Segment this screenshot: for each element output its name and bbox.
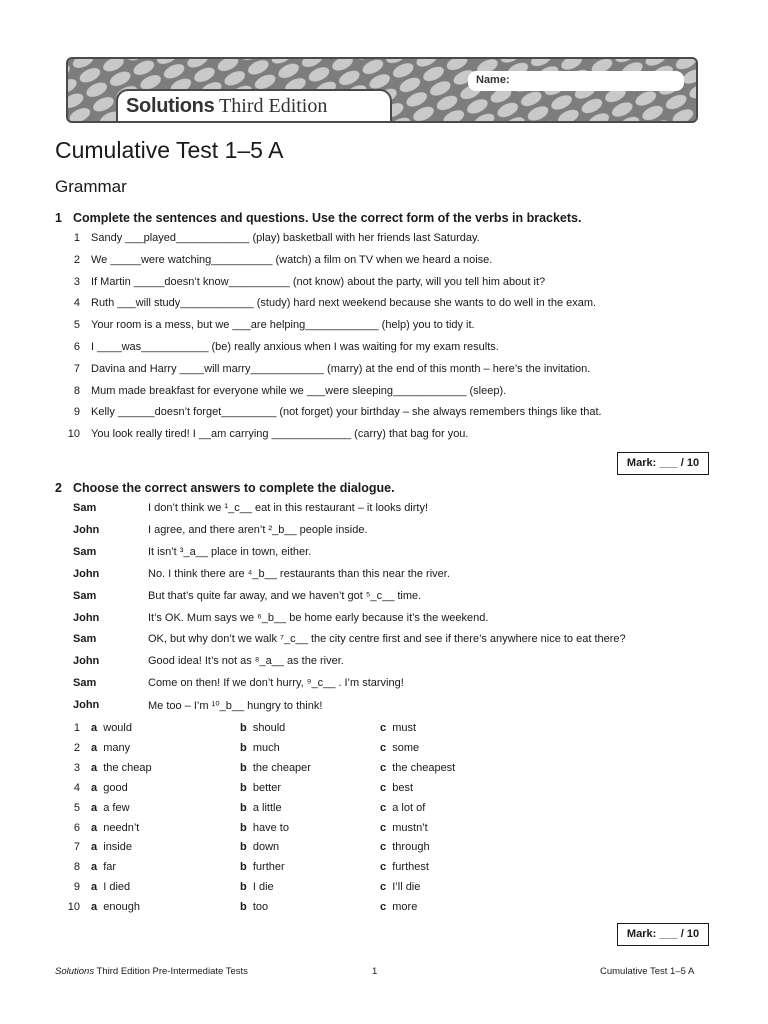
option-text: furthest	[392, 861, 429, 874]
option-letter: a	[91, 901, 98, 914]
option-letter: b	[240, 801, 247, 814]
option-c[interactable]	[380, 901, 417, 913]
dialogue-line: Good idea! It’s not as ⁸_a__ as the river.	[148, 655, 344, 668]
option-letter: a	[91, 801, 98, 814]
q2-mark-box: Mark: ___ / 10	[617, 923, 709, 946]
option-a[interactable]	[91, 841, 132, 853]
speaker-name: John	[73, 567, 100, 580]
footer-brand: Solutions	[55, 966, 95, 977]
page-number: 1	[372, 966, 378, 977]
option-c[interactable]	[380, 802, 425, 814]
speaker-name: Sam	[73, 502, 97, 514]
option-b[interactable]	[240, 861, 285, 873]
option-text: too	[252, 901, 269, 914]
option-letter: c	[380, 781, 387, 794]
option-letter: c	[380, 741, 387, 754]
option-text: much	[252, 741, 280, 754]
option-text: some	[392, 741, 420, 754]
option-text: down	[252, 841, 280, 854]
option-letter: b	[240, 781, 247, 794]
option-c[interactable]	[380, 861, 429, 873]
option-text: a few	[103, 801, 130, 814]
option-text: have to	[252, 821, 289, 834]
speaker-name: Sam	[73, 677, 97, 690]
dialogue-line: But that’s quite far away, and we haven’t got ⁵_c__ time.	[148, 589, 422, 602]
item-number: 7	[73, 362, 80, 375]
option-number: 9	[73, 881, 80, 894]
q2-instruction	[55, 481, 395, 495]
option-letter: c	[380, 901, 387, 914]
option-letter: a	[91, 861, 98, 874]
option-letter: c	[380, 841, 387, 854]
option-letter: b	[240, 761, 247, 774]
option-number: 1	[73, 722, 80, 734]
speaker-name: John	[73, 655, 100, 668]
option-b[interactable]	[240, 782, 281, 794]
option-letter: c	[380, 881, 387, 894]
option-b[interactable]	[240, 722, 285, 734]
speaker-name: Sam	[73, 545, 97, 558]
item-text: Mum made breakfast for everyone while we ___were sleeping____________ (sleep).	[91, 384, 507, 397]
option-text: would	[103, 722, 132, 734]
option-text: I die	[252, 881, 274, 894]
item-text: Davina and Harry ____will marry____________ (marry) at the end of this month – here’s the invitation.	[91, 362, 591, 375]
option-a[interactable]	[91, 901, 140, 913]
option-letter: a	[91, 781, 98, 794]
option-text: far	[103, 861, 117, 874]
option-a[interactable]	[91, 881, 130, 893]
option-c[interactable]	[380, 742, 419, 754]
q1-instruction	[55, 211, 581, 225]
item-number: 8	[73, 384, 80, 397]
item-text: I ____was___________ (be) really anxious when I was waiting for my exam results.	[91, 341, 499, 353]
option-letter: a	[91, 881, 98, 894]
dialogue-line: No. I think there are ⁴_b__ restaurants than this near the river.	[148, 567, 450, 580]
dialogue-line: Me too – I’m ¹⁰_b__ hungry to think!	[148, 700, 323, 713]
option-letter: b	[240, 741, 247, 754]
item-number: 4	[73, 297, 80, 310]
dialogue-line: It’s OK. Mum says we ⁶_b__ be home early because it’s the weekend.	[148, 611, 489, 624]
option-b[interactable]	[240, 822, 289, 834]
footer-right: Cumulative Test 1–5 A	[600, 966, 695, 977]
option-b[interactable]	[240, 802, 282, 814]
option-letter: a	[91, 722, 98, 734]
option-a[interactable]	[91, 722, 132, 734]
brand-logo	[116, 89, 392, 121]
option-c[interactable]	[380, 762, 455, 774]
option-text: many	[103, 741, 131, 754]
option-text: better	[252, 781, 281, 794]
option-letter: c	[380, 801, 387, 814]
option-text: further	[252, 861, 285, 874]
item-text: Ruth ___will study____________ (study) hard next weekend because she wants to do well in the exam.	[91, 297, 597, 310]
option-letter: a	[91, 741, 98, 754]
option-number: 3	[73, 761, 80, 774]
option-text: should	[252, 722, 286, 734]
footer-left	[55, 966, 248, 977]
section-heading: Grammar	[55, 177, 127, 196]
option-letter: b	[240, 722, 247, 734]
speaker-name: John	[73, 523, 100, 536]
option-letter: b	[240, 901, 247, 914]
option-a[interactable]	[91, 802, 130, 814]
speaker-name: John	[73, 611, 100, 624]
option-letter: c	[380, 821, 387, 834]
q2-number: 2	[55, 481, 62, 495]
item-number: 10	[67, 428, 80, 441]
option-letter: b	[240, 841, 247, 854]
option-text: the cheapest	[392, 761, 456, 774]
q1-instruction-text: Complete the sentences and questions. Use the correct form of the verbs in brackets.	[73, 211, 582, 225]
name-field[interactable]	[468, 71, 684, 91]
item-text: You look really tired! I __am carrying _____________ (carry) that bag for you.	[91, 428, 469, 441]
option-text: the cheap	[103, 761, 152, 774]
option-c[interactable]	[380, 881, 420, 893]
q1-mark-box: Mark: ___ / 10	[617, 452, 709, 475]
option-letter: a	[91, 841, 98, 854]
item-number: 2	[73, 253, 80, 266]
option-a[interactable]	[91, 782, 128, 794]
option-c[interactable]	[380, 822, 428, 834]
option-c[interactable]	[380, 782, 413, 794]
name-label: Name:	[476, 74, 510, 86]
option-text: must	[392, 722, 417, 734]
option-text: through	[392, 841, 430, 854]
item-number: 3	[73, 275, 80, 288]
item-text: If Martin _____doesn’t know__________ (not know) about the party, will you tell him about it?	[91, 275, 546, 288]
option-letter: c	[380, 722, 387, 734]
option-text: enough	[103, 901, 140, 914]
item-text: Sandy ___played____________ (play) basketball with her friends last Saturday.	[91, 232, 480, 244]
brand-rest: Third Edition	[214, 95, 328, 117]
dialogue-line: I don’t think we ¹_c__ eat in this restaurant – it looks dirty!	[148, 502, 429, 514]
item-text: Kelly ______doesn’t forget_________ (not forget) your birthday – she always remembers things like that.	[91, 406, 602, 419]
option-b[interactable]	[240, 901, 268, 913]
speaker-name: John	[73, 699, 100, 712]
option-a[interactable]	[91, 762, 152, 774]
item-number: 6	[73, 341, 80, 353]
option-b[interactable]	[240, 881, 274, 893]
option-text: more	[392, 901, 418, 914]
speaker-name: Sam	[73, 589, 97, 602]
option-letter: c	[380, 761, 387, 774]
dialogue-line: I agree, and there aren’t ²_b__ people inside.	[148, 523, 368, 536]
header-banner	[66, 57, 698, 123]
option-letter: b	[240, 881, 247, 894]
option-text: the cheaper	[252, 761, 311, 774]
option-number: 7	[73, 841, 80, 854]
option-a[interactable]	[91, 742, 130, 754]
option-text: mustn’t	[392, 821, 428, 834]
item-text: Your room is a mess, but we ___are helping____________ (help) you to tidy it.	[91, 319, 475, 332]
option-b[interactable]	[240, 762, 311, 774]
option-c[interactable]	[380, 841, 430, 853]
option-letter: a	[91, 761, 98, 774]
option-number: 10	[67, 901, 80, 914]
option-text: needn’t	[103, 821, 140, 834]
item-number: 9	[73, 406, 80, 419]
dialogue-line: OK, but why don’t we walk ⁷_c__ the city centre first and see if there’s anywhere nice to eat there?	[148, 633, 626, 646]
dialogue-line: Come on then! If we don’t hurry, ⁹_c__ . I’m starving!	[148, 677, 404, 690]
item-number: 5	[73, 319, 80, 332]
q1-number: 1	[55, 211, 62, 225]
item-number: 1	[73, 232, 80, 244]
option-letter: c	[380, 861, 387, 874]
option-b[interactable]	[240, 742, 280, 754]
option-letter: b	[240, 821, 247, 834]
option-number: 4	[73, 781, 80, 794]
speaker-name: Sam	[73, 633, 97, 646]
footer-subtitle: Third Edition Pre-Intermediate Tests	[94, 966, 248, 977]
page-title: Cumulative Test 1–5 A	[55, 137, 284, 163]
option-number: 6	[73, 821, 80, 834]
q2-instruction-text: Choose the correct answers to complete the dialogue.	[73, 481, 395, 495]
option-text: a lot of	[392, 801, 426, 814]
dialogue-line: It isn’t ³_a__ place in town, either.	[148, 545, 312, 558]
option-c[interactable]	[380, 722, 416, 734]
option-letter: a	[91, 821, 98, 834]
option-a[interactable]	[91, 822, 139, 834]
option-text: I’ll die	[392, 881, 421, 894]
option-number: 8	[73, 861, 80, 874]
option-number: 2	[73, 741, 80, 754]
option-number: 5	[73, 801, 80, 814]
option-text: inside	[103, 841, 132, 854]
option-a[interactable]	[91, 861, 116, 873]
item-text: We _____were watching__________ (watch) a film on TV when we heard a noise.	[91, 253, 493, 266]
brand-bold: Solutions	[126, 95, 215, 117]
option-text: good	[103, 781, 128, 794]
option-text: a little	[252, 801, 282, 814]
option-text: I died	[103, 881, 131, 894]
option-b[interactable]	[240, 841, 279, 853]
option-letter: b	[240, 861, 247, 874]
option-text: best	[392, 781, 414, 794]
